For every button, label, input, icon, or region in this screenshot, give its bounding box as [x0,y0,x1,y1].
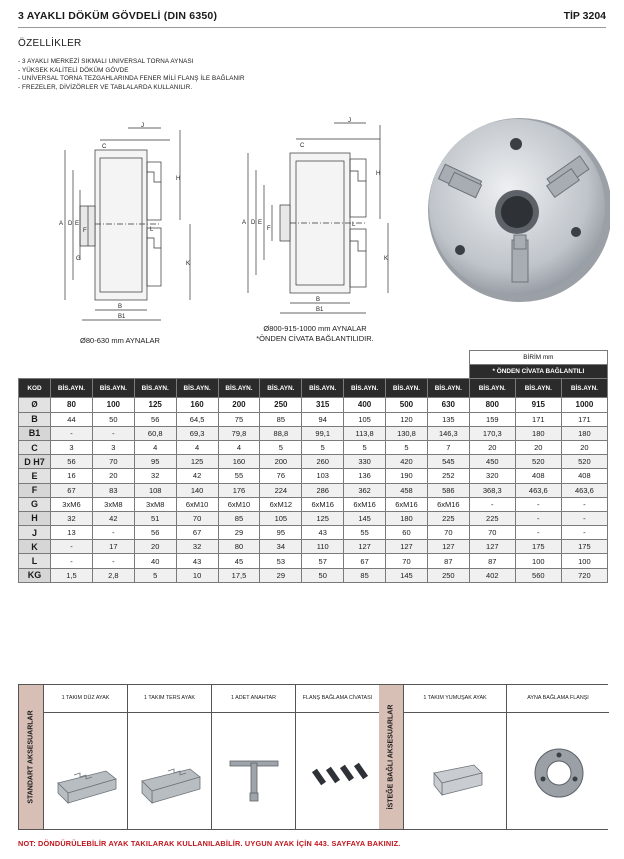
table-cell: 100 [561,554,607,568]
table-cell: 6xM12 [260,497,302,511]
table-cell: 135 [427,412,469,426]
table-cell: - [515,497,561,511]
table-cell: 5 [260,440,302,454]
row-key: B [19,412,51,426]
table-cell: 180 [515,426,561,440]
table-cell: 50 [92,412,134,426]
table-cell: 500 [386,398,428,412]
table-cell: 80 [51,398,93,412]
accessory-item: 1 TAKIM YUMUŞAK AYAK [403,685,506,829]
features-list [18,58,245,92]
table-cell: 83 [92,483,134,497]
svg-text:J: J [348,118,351,124]
table-cell: 43 [302,526,344,540]
table-cell: 70 [386,554,428,568]
table-cell: 34 [260,540,302,554]
svg-text:B1: B1 [316,307,324,313]
table-cell: 32 [134,469,176,483]
table-cell: 3xM8 [92,497,134,511]
table-cell: 17,5 [218,568,260,582]
table-cell: 87 [469,554,515,568]
table-cell: 176 [218,483,260,497]
table-cell: 200 [218,398,260,412]
table-cell: - [561,497,607,511]
chuck-drawing-large [230,115,400,320]
svg-text:K: K [384,256,389,262]
feature-item: - 3 AYAKLI MERKEZİ SIKMALI UNIVERSAL TORNA AYNASI [18,58,245,67]
table-cell: - [92,426,134,440]
table-cell: 29 [260,568,302,582]
table-cell: 5 [134,568,176,582]
table-cell: 80 [218,540,260,554]
table-cell: 225 [469,511,515,525]
table-cell: 463,6 [515,483,561,497]
table-row [19,426,608,440]
table-cell: 5 [386,440,428,454]
optional-accessories-label: İSTEĞE BAĞLI AKSESUARLAR [379,685,403,829]
table-cell: 45 [218,554,260,568]
svg-text:H: H [376,171,381,177]
table-cell: 53 [260,554,302,568]
feature-item: - FREZELER, DİVİZÖRLER VE TABLALARDA KULLANILIR. [18,84,245,93]
table-cell: 190 [386,469,428,483]
table-cell: 99,1 [302,426,344,440]
table-cell: 3 [51,440,93,454]
table-cell: 145 [344,511,386,525]
table-cell: 3xM6 [51,497,93,511]
accessory-item: AYNA BAĞLAMA FLANŞI [506,685,609,829]
table-row [19,412,608,426]
table-cell: 13 [51,526,93,540]
svg-text:E: E [75,221,80,227]
col-header: BİS.AYN. [515,379,561,398]
accessory-item: 1 TAKIM DÜZ AYAK [43,685,127,829]
table-cell: 6xM16 [344,497,386,511]
col-header: BİS.AYN. [427,379,469,398]
accessory-item: FLANŞ BAĞLAMA CİVATASI [295,685,379,829]
table-cell: 175 [515,540,561,554]
row-key: H [19,511,51,525]
table-cell: 42 [176,469,218,483]
svg-text:F: F [267,226,271,232]
table-cell: 10 [176,568,218,582]
table-cell: 85 [344,568,386,582]
svg-text:G: G [76,256,81,262]
table-cell: 127 [386,540,428,554]
chuck-photo [420,110,610,310]
table-cell: 79,8 [218,426,260,440]
row-key: K [19,540,51,554]
table-cell: 60,8 [134,426,176,440]
table-cell: 136 [344,469,386,483]
col-header: BİS.AYN. [561,379,607,398]
spec-table [18,350,608,583]
col-header: BİS.AYN. [218,379,260,398]
table-cell: 171 [515,412,561,426]
table-cell: 67 [51,483,93,497]
col-header: BİS.AYN. [386,379,428,398]
standard-accessories-label: STANDART AKSESUARLAR [19,685,43,829]
table-cell: - [51,540,93,554]
table-cell: 20 [469,440,515,454]
table-cell: 915 [515,398,561,412]
accessory-item: 1 ADET ANAHTAR [211,685,295,829]
table-cell: 320 [469,469,515,483]
table-cell: 3xM8 [134,497,176,511]
table-cell: - [561,526,607,540]
table-cell: - [92,554,134,568]
front-bolt-label: * ÖNDEN CİVATA BAĞLANTILI [469,365,607,379]
table-cell: 160 [176,398,218,412]
right-drawing-caption-2: *ÖNDEN CİVATA BAĞLANTILIDIR. [256,334,374,343]
table-cell: - [51,426,93,440]
table-cell: 720 [561,568,607,582]
table-cell: 127 [344,540,386,554]
table-cell: 145 [386,568,428,582]
table-row [19,455,608,469]
chuck-drawing-small [40,120,200,330]
row-key: F [19,483,51,497]
footer-note: NOT: DÖNDÜRÜLEBİLİR AYAK TAKILARAK KULLANILABİLİR. UYGUN AYAK İÇİN 443. SAYFAYA BAKINIZ. [18,839,401,848]
table-cell: 520 [561,455,607,469]
table-cell: 43 [176,554,218,568]
col-header: BİS.AYN. [51,379,93,398]
svg-text:A: A [242,220,247,226]
table-row [19,440,608,454]
mounting-flange-image [507,713,610,829]
accessories-panel [18,684,608,830]
col-header: BİS.AYN. [134,379,176,398]
table-cell: 125 [302,511,344,525]
table-cell: 146,3 [427,426,469,440]
table-cell: 69,3 [176,426,218,440]
feature-item: - YÜKSEK KALİTELİ DÖKÜM GÖVDE [18,67,245,76]
table-cell: - [51,554,93,568]
soft-jaws-image [404,713,507,829]
row-key: J [19,526,51,540]
table-cell: 88,8 [260,426,302,440]
table-cell: 29 [218,526,260,540]
table-cell: 70 [176,511,218,525]
table-cell: 110 [302,540,344,554]
table-cell: 105 [344,412,386,426]
col-header: BİS.AYN. [176,379,218,398]
table-cell: 95 [134,455,176,469]
table-cell: 800 [469,398,515,412]
table-cell: 67 [176,526,218,540]
table-cell: 57 [302,554,344,568]
table-cell: 5 [302,440,344,454]
flange-bolts-image [296,713,380,829]
table-cell: 6xM10 [218,497,260,511]
svg-text:D: D [251,220,256,226]
table-cell: 200 [260,455,302,469]
table-cell: 70 [92,455,134,469]
table-cell: 3 [92,440,134,454]
table-cell: 32 [51,511,93,525]
table-cell: 127 [427,540,469,554]
table-cell: - [561,511,607,525]
col-header: BİS.AYN. [260,379,302,398]
table-cell: 315 [302,398,344,412]
svg-text:E: E [258,220,263,226]
row-key: L [19,554,51,568]
svg-text:B1: B1 [118,314,126,320]
svg-text:B: B [118,304,123,310]
svg-text:L: L [150,227,154,233]
table-cell: 50 [302,568,344,582]
table-cell: 113,8 [344,426,386,440]
table-cell: 224 [260,483,302,497]
table-cell: 4 [218,440,260,454]
table-cell: 64,5 [176,412,218,426]
table-cell: 180 [561,426,607,440]
svg-text:F: F [83,228,87,234]
table-cell: 76 [260,469,302,483]
table-cell: 75 [218,412,260,426]
table-row [19,398,608,412]
type-code: TİP 3204 [563,10,606,22]
table-cell: 55 [218,469,260,483]
svg-text:B: B [316,297,321,303]
table-cell: - [515,511,561,525]
table-cell: 400 [344,398,386,412]
table-cell: 20 [92,469,134,483]
table-cell: 171 [561,412,607,426]
table-cell: 560 [515,568,561,582]
table-cell: - [469,497,515,511]
table-cell: 85 [218,511,260,525]
table-cell: 95 [260,526,302,540]
table-cell: 4 [134,440,176,454]
table-cell: 16 [51,469,93,483]
table-cell: 20 [515,440,561,454]
table-cell: 55 [344,526,386,540]
table-cell: 32 [176,540,218,554]
row-key: E [19,469,51,483]
table-cell: 125 [176,455,218,469]
table-row [19,511,608,525]
table-cell: 450 [469,455,515,469]
table-cell: 252 [427,469,469,483]
col-header: BİS.AYN. [344,379,386,398]
table-cell: 4 [176,440,218,454]
table-cell: 463,6 [561,483,607,497]
features-title: ÖZELLİKLER [18,38,82,49]
right-drawing-caption-1: Ø800-915-1000 mm AYNALAR [263,324,367,333]
left-drawing-caption: Ø80-630 mm AYNALAR [80,336,160,345]
table-cell: 44 [51,412,93,426]
table-cell: 108 [134,483,176,497]
table-cell: 225 [427,511,469,525]
col-header: KOD [19,379,51,398]
table-cell: 56 [51,455,93,469]
table-row [19,554,608,568]
table-cell: 420 [386,455,428,469]
table-cell: 100 [92,398,134,412]
table-cell: 6xM10 [176,497,218,511]
row-key: D H7 [19,455,51,469]
table-cell: 7 [427,440,469,454]
table-cell: 6xM16 [386,497,428,511]
table-cell: 160 [218,455,260,469]
table-cell: 42 [92,511,134,525]
table-cell: 250 [260,398,302,412]
table-cell: 586 [427,483,469,497]
table-cell: 103 [302,469,344,483]
table-cell: 125 [134,398,176,412]
table-row [19,497,608,511]
table-cell: 5 [344,440,386,454]
svg-text:C: C [300,143,305,149]
table-cell: 67 [344,554,386,568]
table-cell: 120 [386,412,428,426]
table-cell: 286 [302,483,344,497]
svg-text:D: D [68,221,73,227]
accessory-item: 1 TAKIM TERS AYAK [127,685,211,829]
table-cell: 6xM16 [427,497,469,511]
table-cell: 20 [561,440,607,454]
table-cell: 408 [561,469,607,483]
svg-text:C: C [102,144,107,150]
row-key: G [19,497,51,511]
table-cell: 56 [134,526,176,540]
reverse-jaws-image [128,713,212,829]
table-cell: 127 [469,540,515,554]
table-cell: - [515,526,561,540]
table-cell: 362 [344,483,386,497]
straight-jaws-image [44,713,128,829]
svg-text:A: A [59,221,64,227]
page-title: 3 AYAKLI DÖKÜM GÖVDELİ (DIN 6350) [18,10,218,22]
table-cell: 250 [427,568,469,582]
table-cell: 170,3 [469,426,515,440]
table-cell: 545 [427,455,469,469]
table-cell: 408 [515,469,561,483]
table-cell: 130,8 [386,426,428,440]
table-row [19,540,608,554]
table-cell: 175 [561,540,607,554]
table-cell: 630 [427,398,469,412]
row-key: Ø [19,398,51,412]
table-cell: - [92,526,134,540]
row-key: C [19,440,51,454]
table-cell: 51 [134,511,176,525]
col-header: BİS.AYN. [302,379,344,398]
table-cell: 85 [260,412,302,426]
table-cell: 458 [386,483,428,497]
header-rule [18,27,606,28]
svg-text:J: J [141,123,144,129]
table-cell: 70 [427,526,469,540]
table-cell: 140 [176,483,218,497]
col-header: BİS.AYN. [92,379,134,398]
row-key: KG [19,568,51,582]
table-cell: 105 [260,511,302,525]
svg-text:K: K [186,261,191,267]
table-row [19,568,608,582]
svg-text:H: H [176,176,181,182]
table-cell: 402 [469,568,515,582]
table-cell: 94 [302,412,344,426]
table-cell: 70 [469,526,515,540]
col-header: BİS.AYN. [469,379,515,398]
table-cell: 60 [386,526,428,540]
table-row [19,526,608,540]
table-cell: 368,3 [469,483,515,497]
table-cell: 1,5 [51,568,93,582]
table-row [19,469,608,483]
table-cell: 40 [134,554,176,568]
table-cell: 330 [344,455,386,469]
table-cell: 56 [134,412,176,426]
table-cell: 87 [427,554,469,568]
table-header-row [19,379,608,398]
table-cell: 2,8 [92,568,134,582]
table-cell: 180 [386,511,428,525]
table-row [19,483,608,497]
table-cell: 17 [92,540,134,554]
chuck-key-image [212,713,296,829]
svg-text:L: L [352,222,356,228]
table-cell: 159 [469,412,515,426]
row-key: B1 [19,426,51,440]
table-cell: 260 [302,455,344,469]
table-cell: 20 [134,540,176,554]
table-cell: 6xM16 [302,497,344,511]
feature-item: - UNİVERSAL TORNA TEZGAHLARINDA FENER MİLİ FLANŞ İLE BAĞLANIR [18,75,245,84]
table-cell: 1000 [561,398,607,412]
table-cell: 100 [515,554,561,568]
table-cell: 520 [515,455,561,469]
unit-label: BİRİM mm [469,351,607,365]
